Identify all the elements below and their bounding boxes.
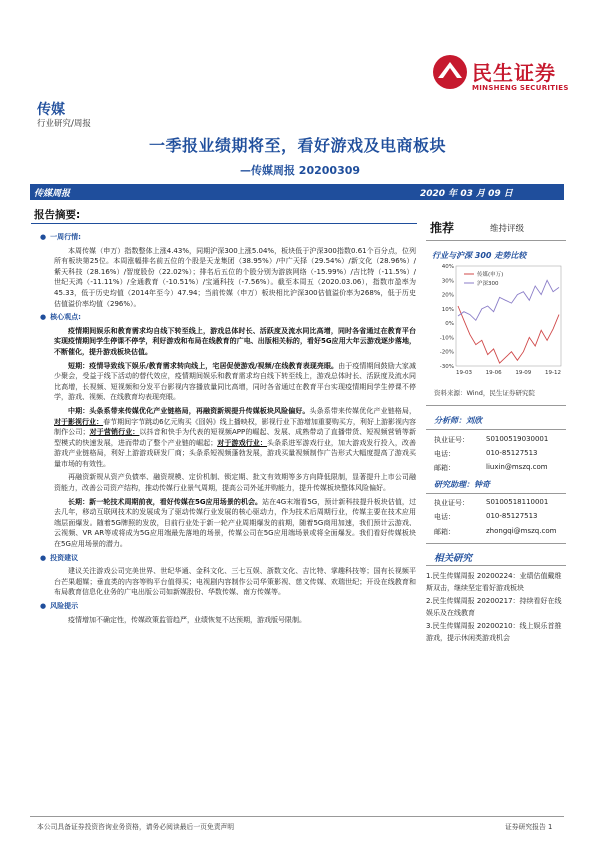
y-tick-label: 0% [445, 321, 454, 328]
x-tick-label: 19-03 [456, 370, 472, 376]
footer-disclaimer: 本公司具备证券投资咨询业务资格，请务必阅读最后一页免责声明 [37, 823, 235, 831]
chart-source: 资料来源：Wind，民生证券研究院 [434, 389, 535, 397]
divider [426, 493, 566, 494]
sector-label: 传媒 [37, 102, 65, 118]
footer-divider [30, 816, 564, 817]
analyst-cert: 执业证号： S0100518110001 [434, 498, 549, 507]
section-heading: ● 一周行情: [40, 233, 81, 241]
related-list [426, 571, 566, 646]
analyst-heading: 研究助理：钟奇 [434, 480, 490, 489]
related-item[interactable]: 2.民生传媒周报 20200217：持续看好在线娱乐及在线教育 [426, 597, 562, 617]
report-date: 2020 年 03 月 09 日 [420, 189, 513, 199]
y-tick-label: 40% [441, 264, 454, 270]
logo-name-cn: 民生证券 [472, 61, 556, 85]
analyst-email: 邮箱： liuxin@mszq.com [434, 463, 548, 472]
summary-title: 报告摘要: [34, 209, 81, 221]
minsheng-logo [432, 52, 582, 102]
y-tick-label: 20% [441, 292, 454, 299]
divider [426, 405, 566, 406]
legend-label: 传媒(申万) [477, 272, 504, 278]
x-tick-label: 19-09 [515, 370, 532, 376]
analyst-email: 邮箱： zhongqi@mszq.com [434, 527, 557, 536]
divider [426, 543, 566, 544]
report-type: 行业研究/周报 [37, 119, 91, 129]
trend-chart [430, 262, 565, 380]
series-line [458, 280, 559, 320]
paragraph: 疫情增加不确定性，传媒政策监管趋严，业绩恢复不达预期，游戏版号限制。 [68, 615, 306, 624]
analyst-cert: 执业证号： S0100519030001 [434, 435, 549, 444]
x-tick-label: 19-12 [545, 370, 561, 376]
divider [31, 223, 417, 224]
report-subtitle: —传媒周报 20200309 [239, 164, 361, 177]
section-heading: ● 核心观点: [40, 313, 81, 322]
related-title: 相关研究 [434, 553, 473, 564]
section-heading: ● 风险提示 [40, 602, 79, 610]
rating-value: 维持评级 [490, 224, 525, 234]
logo-name-en: MINSHENG SECURITIES [472, 84, 569, 92]
paragraph: 本周传媒（申万）指数整体上涨4.43%，同期沪深300上涨5.04%，板块低于沪深300指数0.61个百分点，位列所有板块第25位。本周涨幅排名前五位的个股是天龙集团（38.95%）/中广天择（29.54%）/新文化（28.96%）/紫天科技（28.16%）/智度股份（22.02%）；排名后五位的个股分别为游族网络（-15.99%）/吉比特（-11.5%）/世纪天鸿（-11.11%）/全通教育（-10.51%）/宝通科技（-7.56%）。截至本周五（2020.03.06），指数市盈率为45.33，低于历史均值（2014年至今）47.94；当前传媒（申万）板块相比沪深300估值溢价率为268%，低于历史估值溢价率均值（296%）。 [54, 246, 416, 308]
paragraph: 长期：新一轮技术周期前夜，看好传媒在5G应用场景的机会。站在4G末端看5G，预计新科技提升板块估值，过去几年，移动互联网技术的发展成为了驱动传媒行业发展的核心驱动力，作为技术后周期行业，传媒主要在技术应用端层面爆发。随着5G牌照的发放，目前行业处于新一轮产业周期爆发的前期，随着5G商用加速，我们预计云游戏、云视频、VR AR等或将成为5G应用端最先落地的场景，传媒公司在5G应用端场景或将全面爆发。我们看好传媒板块在5G应用场景的潜力。 [54, 497, 416, 549]
report-title: 一季报业绩期将至，看好游戏及电商板块 [148, 136, 446, 155]
y-tick-label: 10% [441, 306, 454, 313]
paragraph: 短期：疫情导致线下娱乐/教育需求转向线上，宅居促使游戏/视频/在线教育表现亮眼。由于疫情期间鼓励大家减少聚会，受益于线下活动的替代效应，疫情期间娱乐和教育需求均自线下转至线上，游戏总体时长、活跃度及流水同比高增，长视频、短视频和分发平台影视内容播放量同比高增，同时各省通过在教育平台实现疫情期间学生停课不停学，游戏、视频、在线教育均表现亮眼。 [54, 361, 417, 402]
rating-label: 推荐 [430, 221, 455, 235]
related-item[interactable]: 3.民生传媒周报 20200210：线上娱乐首推游戏，提示休闲类游戏机会 [426, 622, 562, 642]
header-bar-label: 传媒周报 [34, 189, 71, 199]
section-heading: ● 投资建议 [40, 553, 79, 562]
analyst-phone: 电话： 010-85127513 [434, 449, 538, 458]
paragraph: 中期：头条系带来传媒优化产业链格局，再融资新规提升传媒板块风险偏好。头条系带来传媒优化产业链格局，对于影视行业：春节期间字节跳动6亿元购买《囧妈》线上播映权，影视行业下游增加重要购买方，利好上游影视内容制作公司；对于营销行业：以抖音和快手为代表的短视频APP的崛起、发展、成熟带动了直播带货、短视频营销等新型模式的快速发展，进而带动了整个产业链的崛起；对于游戏行业：头条系进军游戏行业，加大游戏发行投入，改善游戏产业链格局，利好上游游戏研发厂商；头条系短视频蓬勃发展，游戏买量视频制作广告形式大幅度提高了游戏买量市场的有效性。 [54, 406, 417, 468]
divider [426, 240, 566, 241]
series-line [458, 306, 559, 363]
paragraph: 疫情期间娱乐和教育需求均自线下转至线上，游戏总体时长、活跃度及流水同比高增，同时各省通过在教育平台实现疫情期间学生停课不停学，利好游戏和布局在线教育的广电、出版相关标的，看好5G应用大年云游戏逐步落地，不断催化，提升游戏板块估值。 [54, 326, 416, 356]
y-tick-label: -10% [439, 335, 454, 342]
footer-page: 证券研究报告 1 [505, 823, 553, 831]
logo-mark-icon [432, 54, 468, 90]
y-tick-label: -20% [439, 349, 454, 356]
analyst-heading: 分析师：刘欣 [434, 416, 482, 425]
report-body [40, 232, 417, 625]
paragraph: 再融资新规从资产负债率、融资规模、定价机制、锁定期、批文有效期等多方向降低限制，显著提升上市公司融资能力，改善公司资产结构，推动传媒行业景气周期，提高公司外延并购能力，提升传媒板块整体风险偏好。 [54, 473, 416, 493]
y-tick-label: 30% [441, 278, 454, 285]
y-tick-label: -30% [439, 364, 454, 370]
chart-title: 行业与沪深 300 走势比较 [432, 251, 527, 260]
divider [426, 429, 566, 430]
related-item[interactable]: 1.民生传媒周报 20200224：业绩估值戴维斯双击，继续坚定看好游戏板块 [426, 572, 562, 592]
header-bar [30, 184, 564, 200]
x-tick-label: 19-06 [485, 370, 502, 376]
analyst-phone: 电话： 010-85127513 [434, 512, 538, 521]
divider [426, 565, 566, 566]
paragraph: 建议关注游戏公司完美世界、世纪华通、金科文化、三七互娱、浙数文化、吉比特、掌趣科技等；国有长视频平台芒果超媒；垂直类的内容等购平台值得买；电视剧内容制作公司华策影视、慈文传媒、欢瑞世纪；开设在线教育和布局教育信息化业务的广电出版公司如新媒股份、华数传媒、南方传媒等。 [54, 567, 416, 597]
legend-label: 沪深300 [477, 281, 499, 287]
